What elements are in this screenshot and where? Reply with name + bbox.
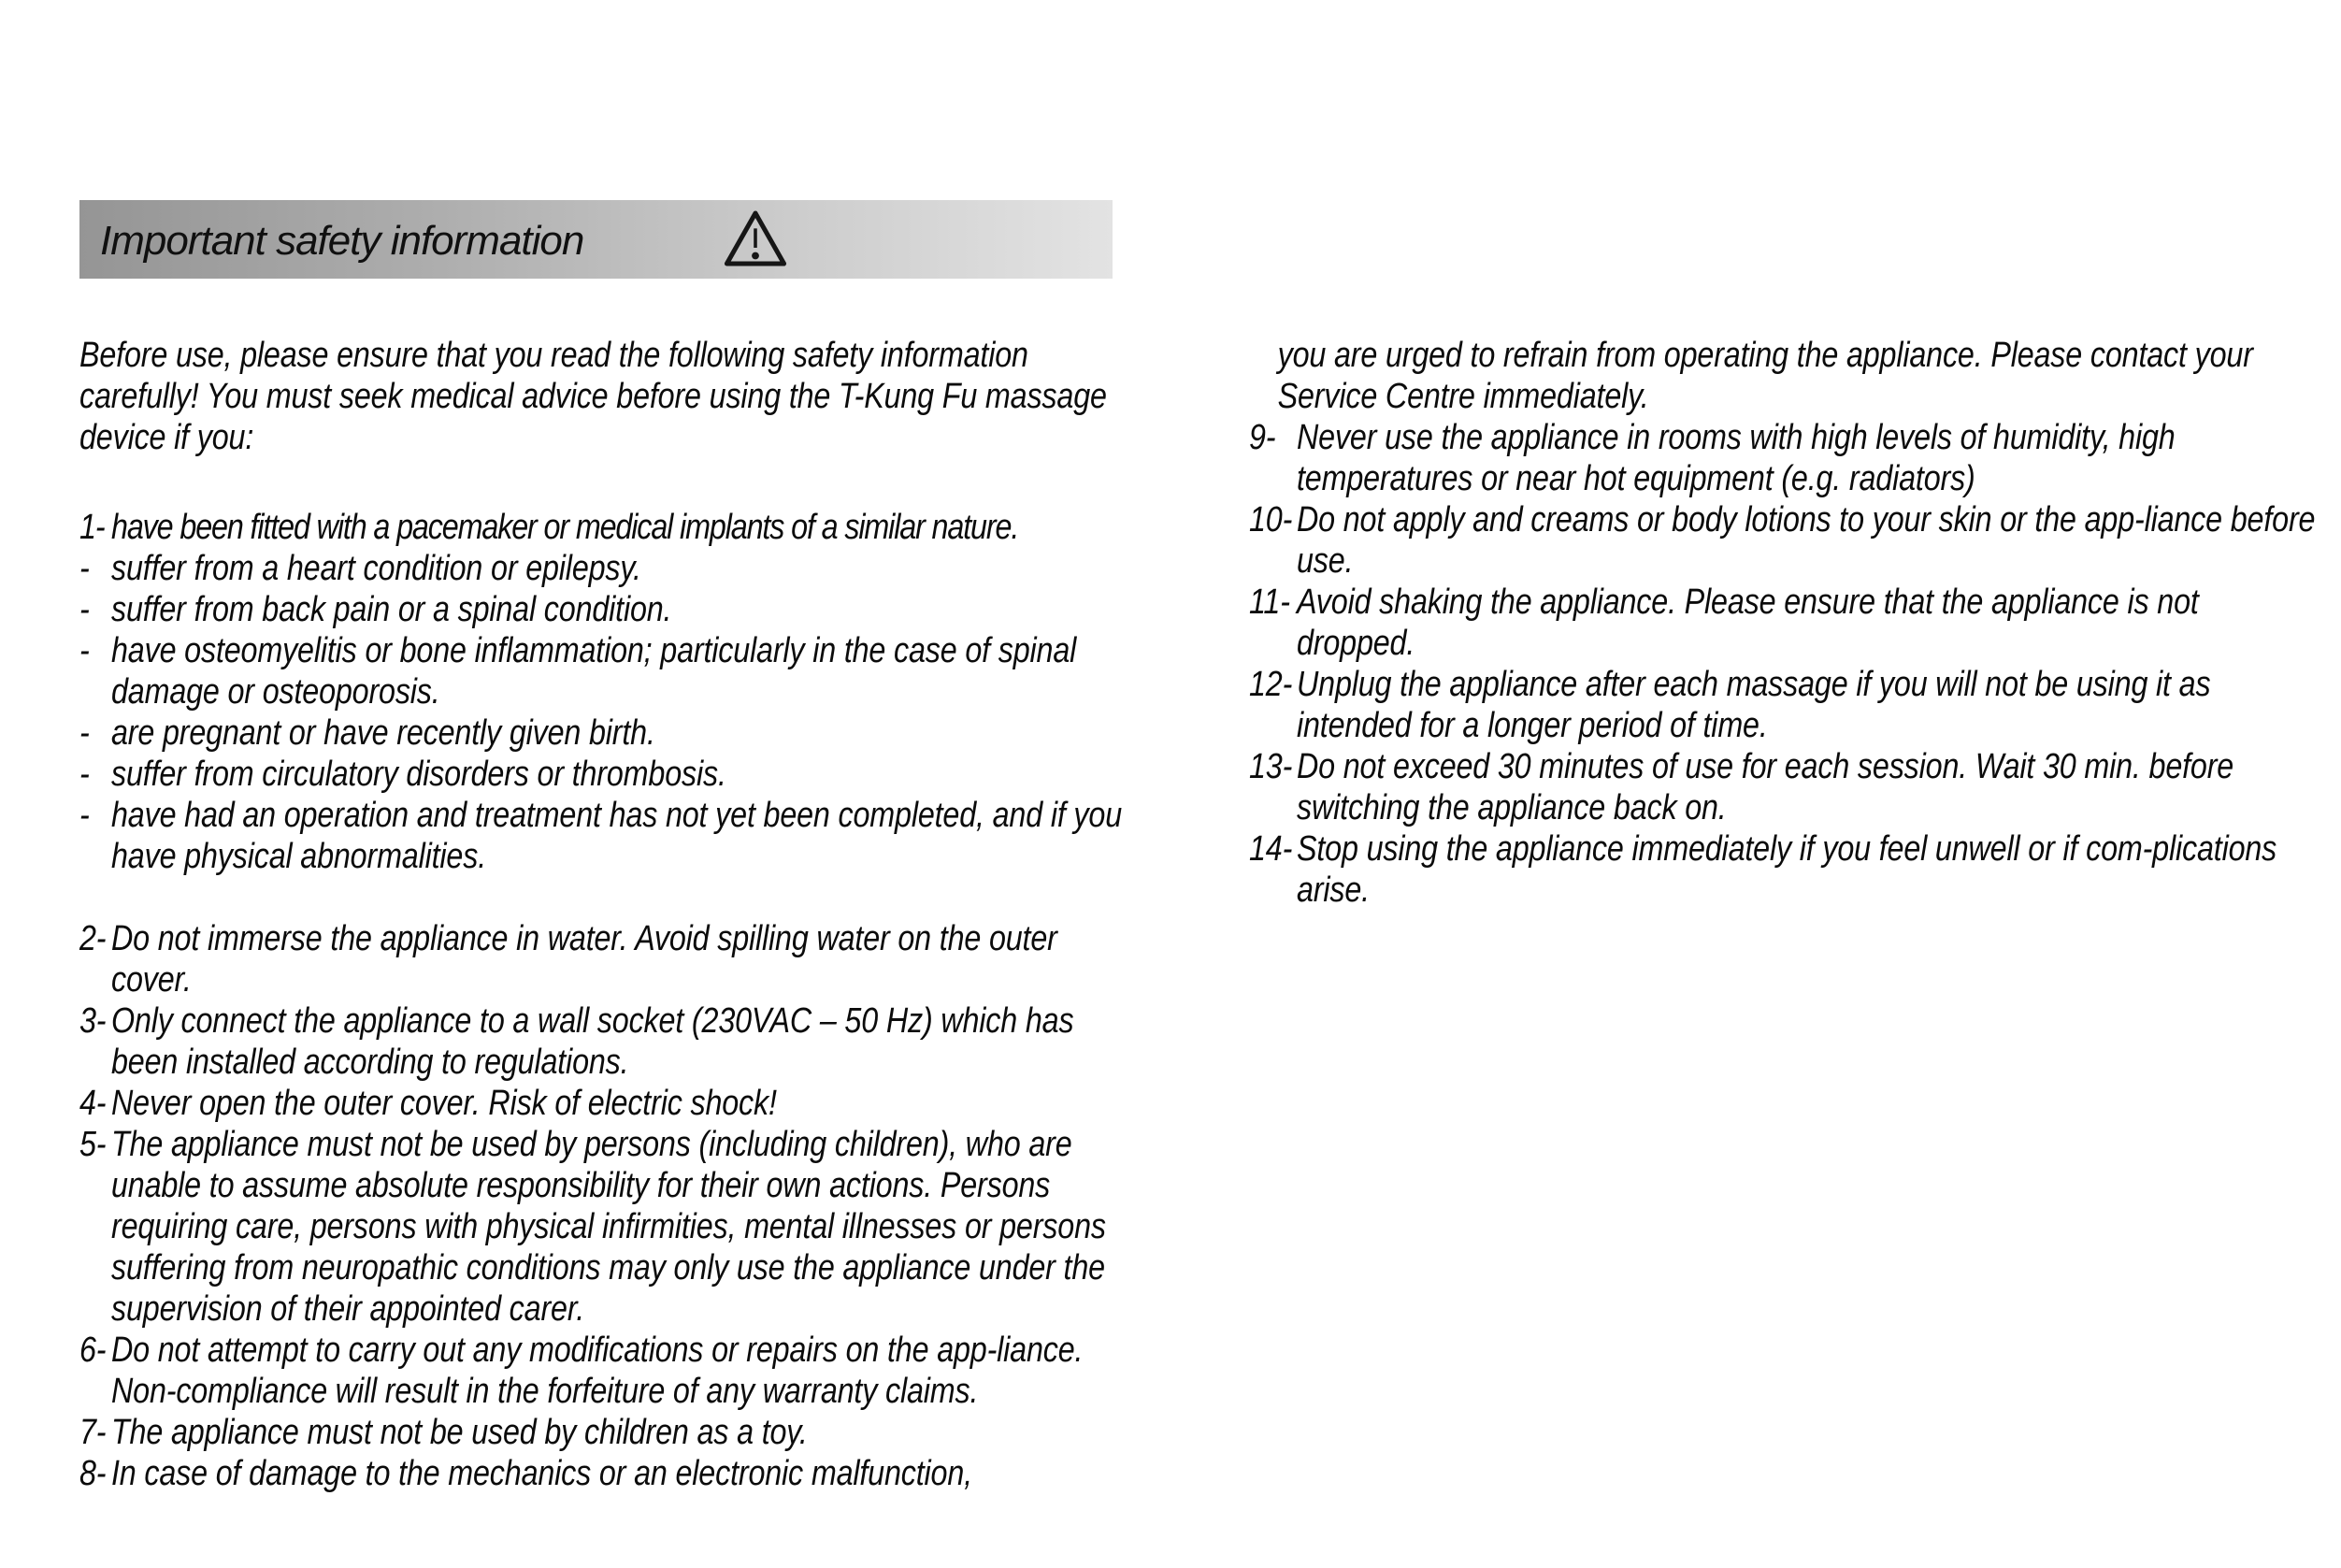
page-title: Important safety information (100, 218, 584, 264)
list-item (79, 630, 1131, 712)
item-marker: 12- (1249, 665, 1293, 704)
item-text: have had an operation and treatment has not yet been completed, and if you have physical abnormalities. (111, 796, 1123, 876)
section-header (79, 200, 1113, 279)
item-marker: - (79, 631, 90, 670)
item-marker: 1- (79, 508, 105, 547)
item-marker: - (79, 755, 90, 794)
item-marker: 4- (79, 1084, 107, 1123)
list-item (79, 1412, 1131, 1453)
item-text: The appliance must not be used by persons (including children), who are unable to assume absolute responsibility for their own actions. Persons requiring care, persons with physical infirmities, mental illnesses or persons suffering from neuropathic conditions may only use the appliance under the supervision of their appointed carer. (111, 1125, 1106, 1329)
list-item (79, 918, 1131, 1000)
item-text: Only connect the appliance to a wall socket (230VAC – 50 Hz) which has been installed according to regulations. (111, 1001, 1074, 1082)
safety-list-right (1249, 335, 2319, 911)
item-text: Unplug the appliance after each massage if you will not be using it as intended for a longer period of time. (1297, 665, 2211, 745)
item-marker: 6- (79, 1331, 107, 1370)
item-marker: 8- (79, 1454, 107, 1493)
item-text: Never use the appliance in rooms with high levels of humidity, high temperatures or near hot equipment (e.g. radiators) (1297, 418, 2176, 498)
left-column (79, 335, 1131, 1494)
item-text: are pregnant or have recently given birth. (111, 713, 655, 753)
item-text: Stop using the appliance immediately if you feel unwell or if com-plications arise. (1297, 829, 2277, 910)
item-marker: 11- (1249, 583, 1290, 622)
item-text: Do not exceed 30 minutes of use for each session. Wait 30 min. before switching the appliance back on. (1297, 747, 2234, 827)
list-item (1249, 499, 2319, 582)
item-text: suffer from back pain or a spinal condition. (111, 590, 672, 629)
item-text: Avoid shaking the appliance. Please ensure that the appliance is not dropped. (1297, 583, 2199, 663)
item-marker: 2- (79, 919, 107, 958)
list-item (79, 795, 1131, 877)
list-item (1249, 582, 2319, 664)
item-text: you are urged to refrain from operating the appliance. Please contact your Service Centre immediately. (1277, 336, 2253, 416)
item-marker: 7- (79, 1413, 107, 1452)
item-marker: - (79, 796, 90, 835)
item-text: suffer from a heart condition or epilepsy. (111, 549, 641, 588)
right-column (1249, 335, 2319, 911)
list-item (1249, 335, 2319, 417)
list-item (79, 1453, 1131, 1494)
item-marker: 14- (1249, 829, 1293, 869)
safety-list-left (79, 507, 1131, 1494)
item-text: have osteomyelitis or bone inflammation; particularly in the case of spinal damage or osteoporosis. (111, 631, 1077, 712)
item-text: The appliance must not be used by children as a toy. (111, 1413, 808, 1452)
list-item (79, 1330, 1131, 1412)
item-text: Do not attempt to carry out any modifications or repairs on the app-liance. Non-compliance will result in the forfeiture of any warranty claims. (111, 1331, 1084, 1411)
item-marker: 10- (1249, 500, 1293, 539)
list-item (79, 548, 1131, 589)
item-text: In case of damage to the mechanics or an electronic malfunction, (111, 1454, 972, 1493)
item-marker: 13- (1249, 747, 1293, 786)
item-marker: 3- (79, 1001, 107, 1041)
item-text: Never open the outer cover. Risk of electric shock! (111, 1084, 777, 1123)
list-item (1249, 828, 2319, 911)
list-item (79, 589, 1131, 630)
list-item (79, 1000, 1131, 1083)
item-text: Do not immerse the appliance in water. Avoid spilling water on the outer cover. (111, 919, 1057, 1000)
item-text: have been fitted with a pacemaker or medical implants of a similar nature. (111, 508, 1019, 547)
warning-triangle-icon (722, 209, 789, 268)
list-item (1249, 417, 2319, 499)
list-item (79, 712, 1131, 754)
intro-paragraph: Before use, please ensure that you read the following safety information carefully! You must seek medical advice before using the T-Kung Fu massage device if you: (79, 336, 1107, 457)
item-marker: 5- (79, 1125, 107, 1164)
item-text: Do not apply and creams or body lotions to your skin or the app-liance before use. (1297, 500, 2316, 581)
item-marker: - (79, 590, 90, 629)
list-item (79, 1083, 1131, 1124)
item-marker: - (79, 713, 90, 753)
list-item (79, 754, 1131, 795)
list-item (79, 507, 1131, 548)
item-marker: 9- (1249, 418, 1276, 457)
item-marker: - (79, 549, 90, 588)
list-item (1249, 746, 2319, 828)
list-item (79, 1124, 1131, 1330)
list-item (1249, 664, 2319, 746)
item-text: suffer from circulatory disorders or thrombosis. (111, 755, 726, 794)
